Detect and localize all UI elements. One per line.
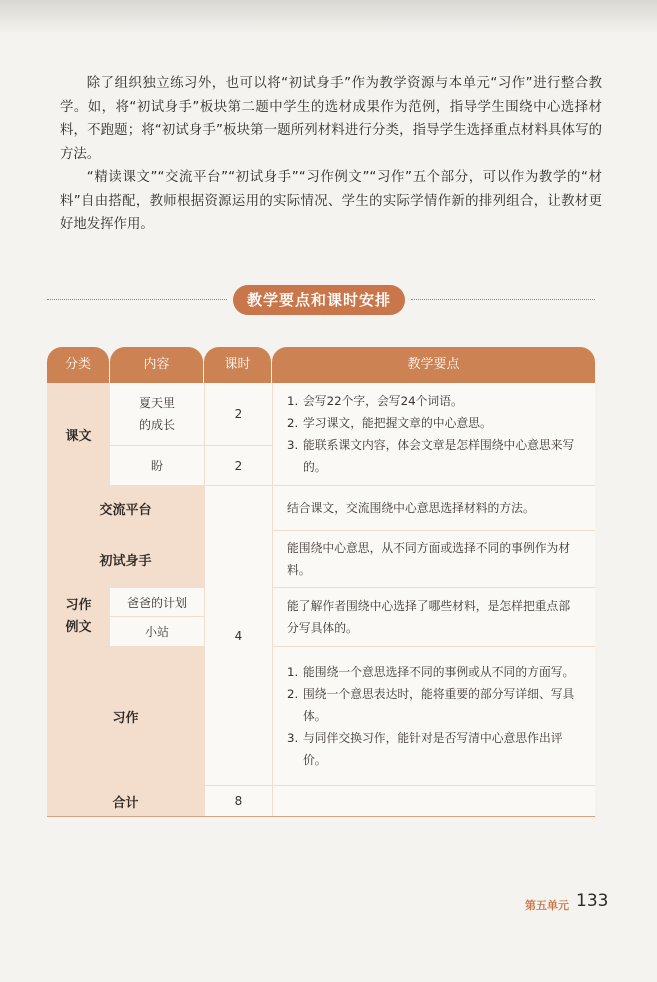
- points-text: 结合课文，交流围绕中心意思选择材料的方法。: [287, 501, 535, 515]
- list-number: 1.: [287, 394, 299, 408]
- page-number: 133: [576, 891, 609, 911]
- category-total: 合计: [112, 795, 139, 811]
- list-number: 3.: [287, 731, 299, 745]
- points-total-empty: [273, 786, 595, 816]
- list-item: [287, 434, 581, 478]
- header-hours: 课时: [204, 347, 271, 383]
- hours-pan: 2: [205, 446, 272, 485]
- hours-total: 8: [205, 786, 272, 816]
- category-chushi: 初试身手: [99, 553, 152, 569]
- category-liwen: 习作 例文: [65, 598, 92, 635]
- points-text: 能了解作者围绕中心选择了哪些材料，是怎样把重点部分写具体的。: [287, 599, 571, 635]
- points-liwen: [273, 588, 595, 646]
- list-text: 学习课文，能把握文章的中心意思。: [303, 416, 492, 430]
- top-shadow: [0, 0, 657, 34]
- hours-shared: 4: [205, 486, 272, 785]
- unit-label: 第五单元: [525, 899, 569, 912]
- content-xiatian: 夏天里 的成长: [110, 383, 204, 445]
- intro-paragraph-1: 除了组织独立练习外，也可以将“初试身手”作为教学资源与本单元“习作”进行整合教学。如，将“初试身手”板块第二题中学生的选材成果作为范例，指导学生围绕中心选择材料，不跑题；将“初试身手”板块第一题所列材料进行分类，指导学生选择重点材料具体写的方法。: [60, 76, 602, 162]
- list-text: 会写22个字，会写24个词语。: [303, 394, 463, 408]
- list-text: 与同伴交换习作，能针对是否写清中心意思作出评价。: [303, 731, 563, 767]
- points-text: 能围绕中心意思，从不同方面或选择不同的事例作为材料。: [287, 541, 571, 577]
- list-item: [287, 390, 581, 412]
- list-item: [287, 727, 581, 771]
- list-text: 能围绕一个意思选择不同的事例或从不同的方面写。: [303, 665, 575, 679]
- intro-paragraph-2: “精读课文”“交流平台”“初试身手”“习作例文”“习作”五个部分，可以作为教学的“材料”自由搭配，教师根据资源运用的实际情况、学生的实际学情作新的排列组合，让教材更好地发挥作用。: [60, 170, 602, 232]
- list-text: 能联系课文内容，体会文章是怎样围绕中心意思来写的。: [303, 438, 575, 474]
- list-number: 3.: [287, 438, 299, 452]
- intro-text: [60, 72, 602, 237]
- header-category: 分类: [47, 347, 109, 383]
- teaching-table: [47, 347, 595, 816]
- points-xizuo: [273, 647, 595, 785]
- list-number: 2.: [287, 416, 299, 430]
- header-content: 内容: [110, 347, 203, 383]
- list-item: [287, 683, 581, 727]
- content-xiaozhan: 小站: [110, 617, 204, 646]
- category-xizuo: 习作: [112, 710, 139, 726]
- category-jiaoliu: 交流平台: [99, 502, 152, 518]
- category-kewen: 课文: [65, 428, 92, 444]
- list-item: [287, 661, 581, 683]
- list-number: 2.: [287, 687, 299, 701]
- section-rule-right: [411, 299, 595, 300]
- content-baba: 爸爸的计划: [110, 588, 204, 616]
- list-item: [287, 412, 581, 434]
- list-text: 围绕一个意思表达时，能将重要的部分写详细、写具体。: [303, 687, 575, 723]
- header-points: 教学要点: [272, 347, 595, 383]
- points-chushi: [273, 531, 595, 587]
- points-jiaoliu: [273, 486, 595, 530]
- points-kewen: [273, 383, 595, 485]
- section-rule-left: [47, 299, 227, 300]
- list-number: 1.: [287, 665, 299, 679]
- content-pan: 盼: [110, 446, 204, 485]
- section-title: 教学要点和课时安排: [233, 285, 405, 315]
- hours-xiatian: 2: [205, 383, 272, 445]
